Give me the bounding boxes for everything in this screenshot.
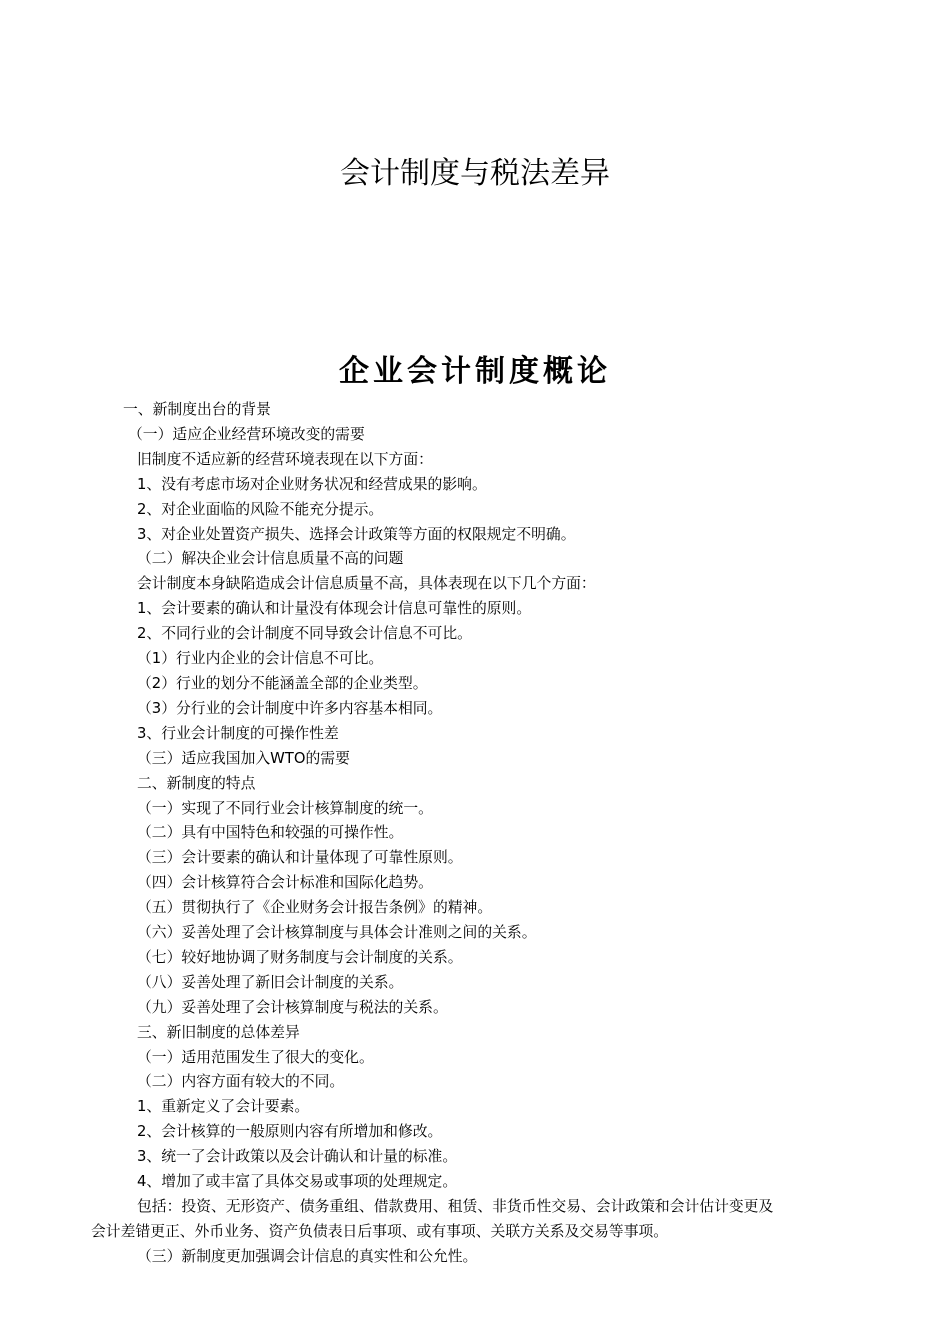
body-line: 一、新制度出台的背景 <box>123 401 271 418</box>
body-line: （2）行业的划分不能涵盖全部的企业类型。 <box>137 674 428 692</box>
body-line: （三）会计要素的确认和计量体现了可靠性原则。 <box>137 849 463 867</box>
body-line: （一）适应企业经营环境改变的需要 <box>128 425 365 443</box>
body-line: （四）会计核算符合会计标准和国际化趋势。 <box>137 874 433 892</box>
body-line: （三）新制度更加强调会计信息的真实性和公允性。 <box>137 1247 478 1265</box>
body-line: 1、会计要素的确认和计量没有体现会计信息可靠性的原则。 <box>137 600 532 618</box>
body-line: 三、新旧制度的总体差异 <box>137 1023 300 1041</box>
body-line: 1、没有考虑市场对企业财务状况和经营成果的影响。 <box>137 475 487 493</box>
section-title: 企业会计制度概论 <box>339 354 611 389</box>
body-line: 2、对企业面临的风险不能充分提示。 <box>137 500 384 518</box>
body-line: 4、增加了或丰富了具体交易或事项的处理规定。 <box>137 1173 458 1191</box>
body-line: （七）较好地协调了财务制度与会计制度的关系。 <box>137 948 463 966</box>
body-line: 二、新制度的特点 <box>137 774 256 792</box>
body-line: 2、会计核算的一般原则内容有所增加和修改。 <box>137 1123 443 1141</box>
body-line: 会计制度本身缺陷造成会计信息质量不高，具体表现在以下几个方面： <box>137 575 596 593</box>
body-line: 会计差错更正、外币业务、资产负债表日后事项、或有事项、关联方关系及交易等事项。 <box>91 1222 669 1240</box>
body-line: 3、对企业处置资产损失、选择会计政策等方面的权限规定不明确。 <box>137 525 576 543</box>
body-line: 旧制度不适应新的经营环境表现在以下方面： <box>137 450 433 468</box>
body-line: 3、行业会计制度的可操作性差 <box>137 724 339 742</box>
body-line: 3、统一了会计政策以及会计确认和计量的标准。 <box>137 1148 458 1166</box>
body-line: 2、不同行业的会计制度不同导致会计信息不可比。 <box>137 625 472 643</box>
body-line: （二）具有中国特色和较强的可操作性。 <box>137 824 404 842</box>
body-line: （3）分行业的会计制度中许多内容基本相同。 <box>137 699 443 717</box>
body-line: （二）内容方面有较大的不同。 <box>137 1073 345 1091</box>
body-line: （一）实现了不同行业会计核算制度的统一。 <box>137 799 433 817</box>
body-line: （一）适用范围发生了很大的变化。 <box>137 1048 374 1066</box>
body-line: （1）行业内企业的会计信息不可比。 <box>137 650 384 668</box>
body-line: （二）解决企业会计信息质量不高的问题 <box>137 550 404 568</box>
body-line: （九）妥善处理了会计核算制度与税法的关系。 <box>137 998 448 1016</box>
body-line: 包括：投资、无形资产、债务重组、借款费用、租赁、非货币性交易、会计政策和会计估计变更及 <box>137 1198 774 1215</box>
document-body <box>0 398 950 1270</box>
body-line: （五）贯彻执行了《企业财务会计报告条例》的精神。 <box>137 899 493 917</box>
document-title: 会计制度与税法差异 <box>340 156 610 191</box>
body-line: （三）适应我国加入WTO的需要 <box>137 749 350 767</box>
body-line: （八）妥善处理了新旧会计制度的关系。 <box>137 973 404 991</box>
body-line: 1、重新定义了会计要素。 <box>137 1098 310 1116</box>
body-line: （六）妥善处理了会计核算制度与具体会计准则之间的关系。 <box>137 924 537 942</box>
